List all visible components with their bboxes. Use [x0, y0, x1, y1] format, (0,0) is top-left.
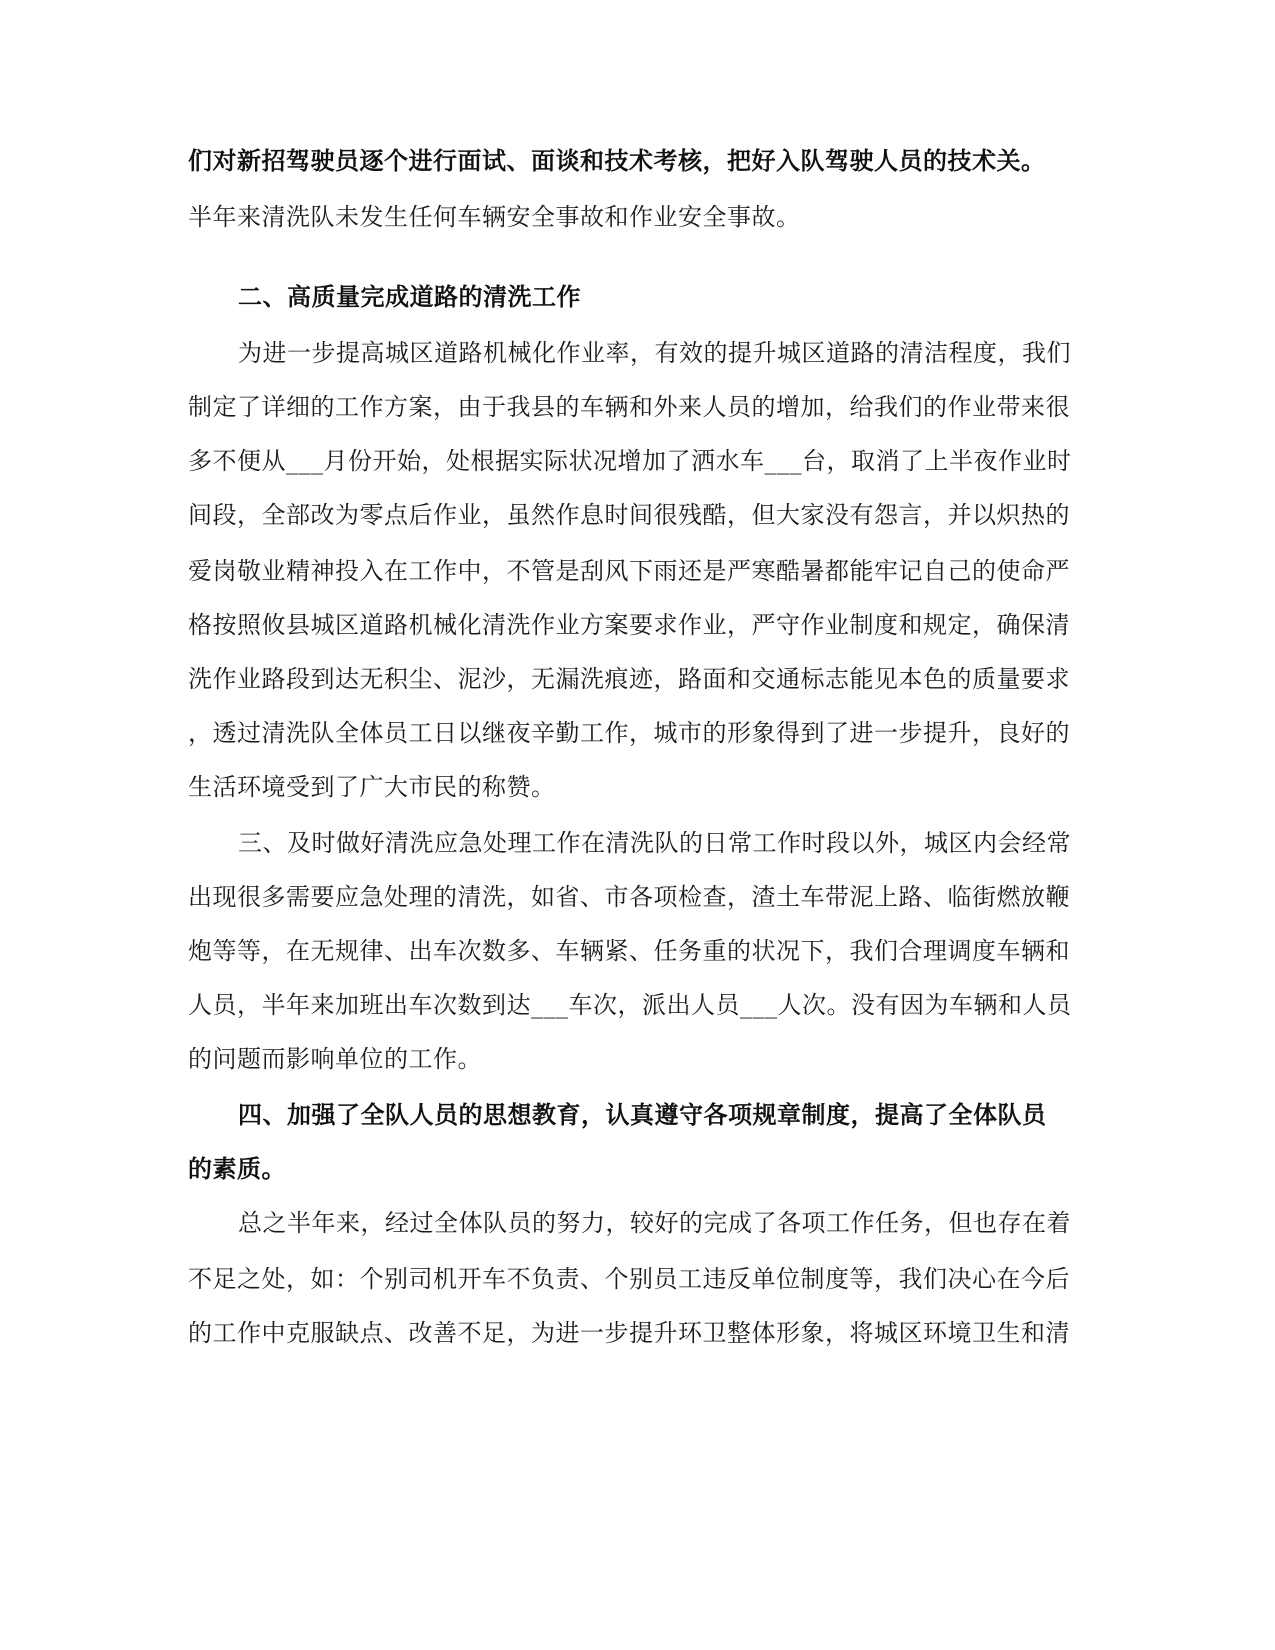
text-line: 半年来清洗队未发生任何车辆安全事故和作业安全事故。	[188, 203, 801, 231]
text-line: 生活环境受到了广大市民的称赞。	[188, 773, 556, 801]
text-line: 们对新招驾驶员逐个进行面试、面谈和技术考核，把好入队驾驶人员的技术关。	[188, 147, 1046, 175]
text-line: 为进一步提高城区道路机械化作业率，有效的提升城区道路的清洁程度，我们	[238, 339, 1071, 367]
text-line: 人员，半年来加班出车次数到达___车次，派出人员___人次。没有因为车辆和人员	[188, 991, 1072, 1019]
section-heading: 的素质。	[188, 1155, 286, 1183]
text-line: 不足之处，如：个别司机开车不负责、个别员工违反单位制度等，我们决心在今后	[188, 1265, 1070, 1293]
text-line: 的问题而影响单位的工作。	[188, 1045, 482, 1073]
text-line: 爱岗敬业精神投入在工作中，不管是刮风下雨还是严寒酷暑都能牢记自己的使命严	[188, 557, 1070, 585]
text-line: 格按照攸县城区道路机械化清洗作业方案要求作业，严守作业制度和规定，确保清	[188, 611, 1070, 639]
text-line: 间段，全部改为零点后作业，虽然作息时间很残酷，但大家没有怨言，并以炽热的	[188, 501, 1070, 529]
text-line: 洗作业路段到达无积尘、泥沙，无漏洗痕迹，路面和交通标志能见本色的质量要求	[188, 665, 1070, 693]
text-line: 炮等等，在无规律、出车次数多、车辆紧、任务重的状况下，我们合理调度车辆和	[188, 937, 1070, 965]
section-heading: 二、高质量完成道路的清洗工作	[238, 283, 581, 311]
text-line: 总之半年来，经过全体队员的努力，较好的完成了各项工作任务，但也存在着	[238, 1209, 1071, 1237]
text-line: ，透过清洗队全体员工日以继夜辛勤工作，城市的形象得到了进一步提升，良好的	[188, 719, 1070, 747]
text-line: 制定了详细的工作方案，由于我县的车辆和外来人员的增加，给我们的作业带来很	[188, 393, 1070, 421]
text-line: 的工作中克服缺点、改善不足，为进一步提升环卫整体形象，将城区环境卫生和清	[188, 1319, 1070, 1347]
text-line: 出现很多需要应急处理的清洗，如省、市各项检查，渣土车带泥上路、临街燃放鞭	[188, 883, 1070, 911]
text-line: 三、及时做好清洗应急处理工作在清洗队的日常工作时段以外，城区内会经常	[238, 829, 1071, 857]
text-line: 多不便从___月份开始，处根据实际状况增加了洒水车___台，取消了上半夜作业时	[188, 447, 1072, 475]
section-heading: 四、加强了全队人员的思想教育，认真遵守各项规章制度，提高了全体队员	[238, 1101, 1047, 1129]
